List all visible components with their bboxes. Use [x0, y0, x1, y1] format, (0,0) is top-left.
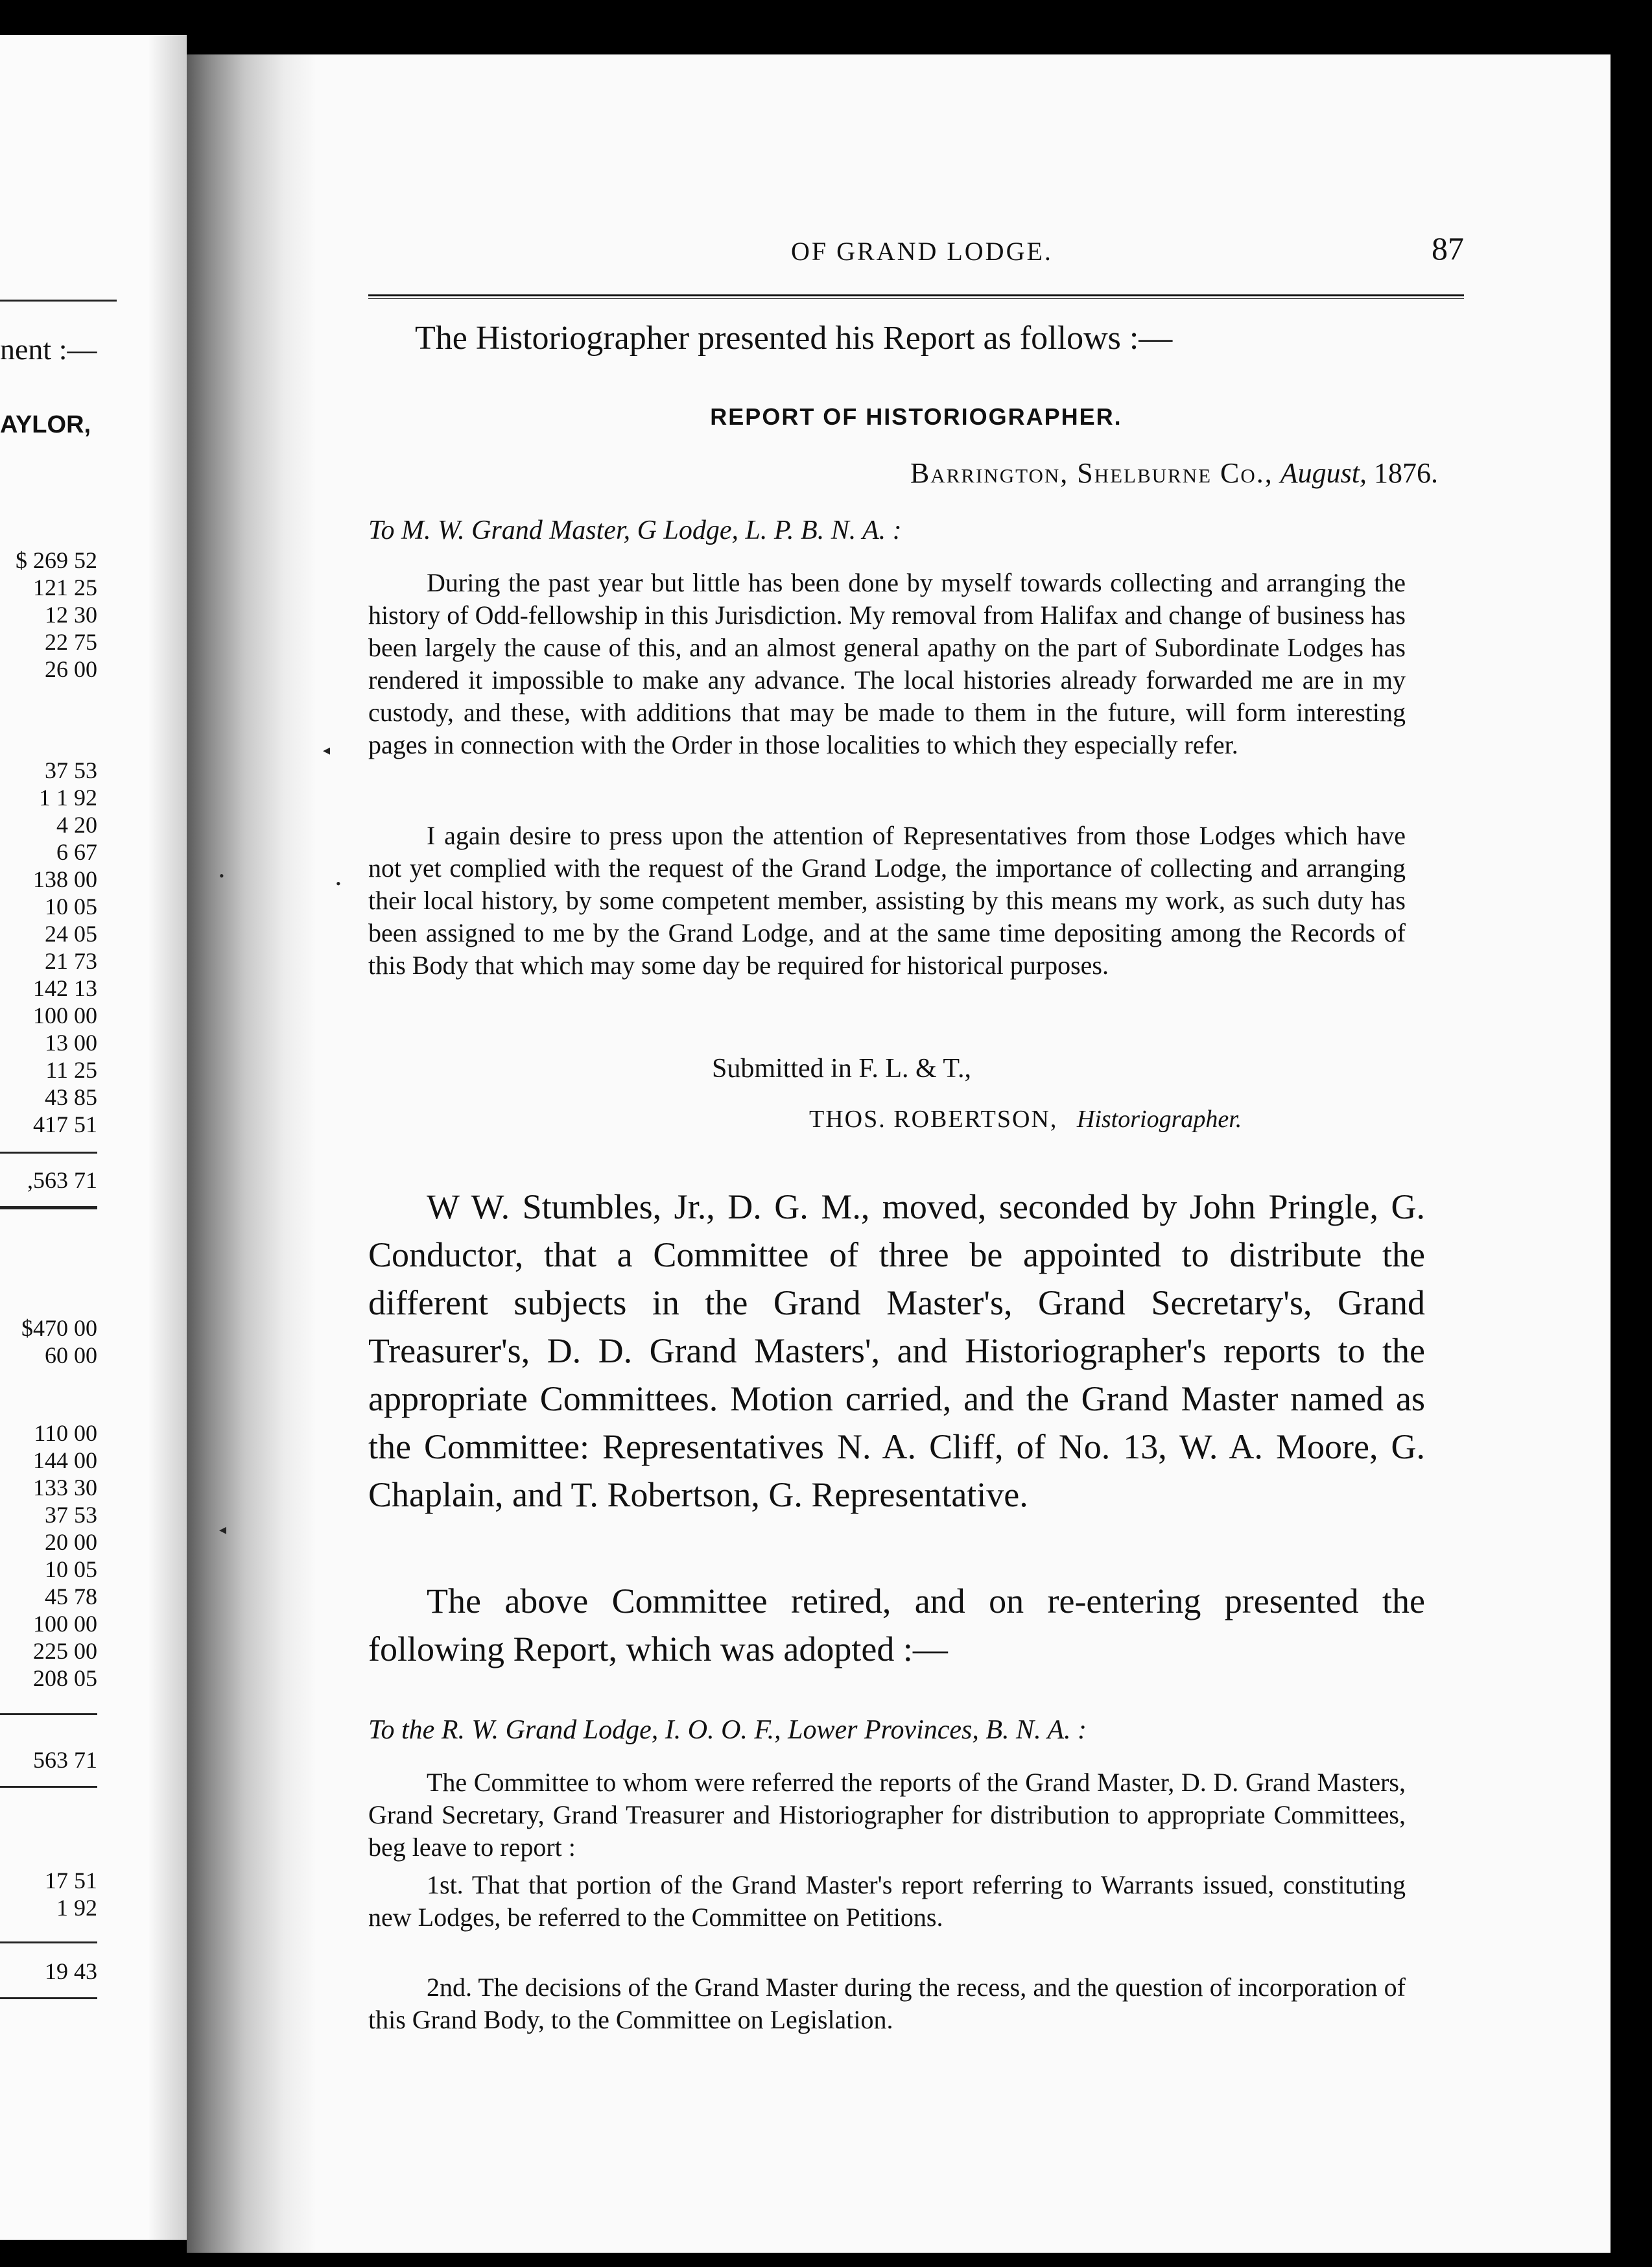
- dateline-place: Barrington, Shelburne Co.,: [910, 457, 1273, 489]
- sum-rule: [0, 1713, 97, 1715]
- amount: 1 1 92: [39, 785, 97, 811]
- right-scan-edge: [1611, 54, 1652, 2253]
- amount: 17 51: [45, 1868, 97, 1893]
- amount: 21 73: [45, 948, 97, 974]
- committee-paragraph: 1st. That that portion of the Grand Master's report referring to Warrants issued, constituting new Lodges, be referred to the Committee on Petitions.: [368, 1870, 1406, 1932]
- amount: 24 05: [45, 921, 97, 947]
- amount: 110 00: [34, 1420, 97, 1446]
- margin-mark: ◂: [323, 742, 331, 758]
- amount: 10 05: [45, 894, 97, 920]
- amount: 37 53: [45, 1502, 97, 1528]
- motion-paragraph: The above Committee retired, and on re-entering presented the following Report, which was adopted :—: [368, 1582, 1425, 1668]
- amount: 225 00: [33, 1638, 97, 1664]
- amount: 13 00: [45, 1030, 97, 1056]
- amount: 26 00: [45, 656, 97, 682]
- amount: 133 30: [33, 1475, 97, 1501]
- amount: 60 00: [45, 1342, 97, 1368]
- amount: 142 13: [33, 975, 97, 1001]
- total-amount: 563 71: [33, 1747, 97, 1773]
- amount: 100 00: [33, 1003, 97, 1028]
- amount: 6 67: [56, 839, 97, 865]
- intro-line: The Historiographer presented his Report as follows :—: [415, 320, 1173, 357]
- amount: $ 269 52: [16, 547, 97, 573]
- signature-name: THOS. ROBERTSON,: [809, 1106, 1058, 1133]
- sum-rule: [0, 1152, 97, 1154]
- amount: 43 85: [45, 1084, 97, 1110]
- running-header: [368, 230, 1464, 268]
- binding-shadow: [187, 54, 316, 2253]
- sum-rule: [0, 1206, 97, 1209]
- dateline-year: 1876.: [1374, 457, 1438, 489]
- amount: 45 78: [45, 1584, 97, 1609]
- amount: 11 25: [45, 1057, 97, 1083]
- left-page-rule: [0, 300, 117, 302]
- margin-mark: •: [219, 868, 224, 884]
- left-facing-page: [0, 35, 187, 2240]
- amount: 100 00: [33, 1611, 97, 1637]
- amount: 121 25: [33, 575, 97, 600]
- margin-mark: ◂: [219, 1521, 227, 1537]
- total-amount: 19 43: [45, 1958, 97, 1984]
- left-page-fragment: AYLOR,: [0, 411, 91, 438]
- amount: 10 05: [45, 1556, 97, 1582]
- total-amount: ,563 71: [27, 1167, 97, 1193]
- sum-rule: [0, 1941, 97, 1943]
- page-number: 87: [1432, 230, 1464, 267]
- report-paragraph: During the past year but little has been done by myself towards collecting and arranging the history of Odd-fellowship in this Jurisdiction. My removal from Halifax and change of business has been largely the cause of this, and an almost general apathy on the part of Subordinate Lodges has rendered it impossible to make any advance. The local histories already forwarded me are in my custody, and these, with additions that may be made to them in the future, will form interesting pages in connection with the Order in those localities to which they especially refer.: [368, 568, 1406, 759]
- header-rule-thin: [368, 298, 1464, 299]
- amount: 208 05: [33, 1665, 97, 1691]
- amount: 20 00: [45, 1529, 97, 1555]
- committee-salutation: To the R. W. Grand Lodge, I. O. O. F., Lower Provinces, B. N. A. :: [368, 1715, 1087, 1745]
- amount: 144 00: [33, 1447, 97, 1473]
- amount: 22 75: [45, 629, 97, 655]
- amount: 417 51: [33, 1111, 97, 1137]
- dateline-date: August,: [1280, 457, 1367, 489]
- motion-paragraph: W W. Stumbles, Jr., D. G. M., moved, seconded by John Pringle, G. Conductor, that a Committee of three be appointed to distribute the different subjects in the Grand Master's, Grand Secretary's, Grand Treasurer's, D. D. Grand Masters', and Historiographer's reports to the appropriate Committees. Motion carried, and the Grand Master named as the Committee: Representatives N. A. Cliff, of No. 13, W. A. Moore, G. Chaplain, and T. Robertson, G. Representative.: [368, 1187, 1425, 1514]
- committee-paragraph: 2nd. The decisions of the Grand Master during the recess, and the question of incorporation of this Grand Body, to the Committee on Legislation.: [368, 1973, 1406, 2034]
- running-header-title: OF GRAND LODGE.: [791, 237, 1053, 266]
- signature: [809, 1105, 1242, 1134]
- right-page: [219, 54, 1611, 2253]
- amount: 12 30: [45, 602, 97, 628]
- sum-rule: [0, 1786, 97, 1788]
- amount: 4 20: [56, 812, 97, 838]
- report-paragraph: I again desire to press upon the attention of Representatives from those Lodges which have not yet complied with the request of the Grand Lodge, the importance of collecting and arranging their local history, by some competent member, assisting by this means my work, as such duty has been assigned to me by the Grand Lodge, and at the same time depositing among the Records of this Body that which may some day be required for historical purposes.: [368, 821, 1406, 980]
- signature-role: Historiographer.: [1076, 1106, 1242, 1133]
- amount: 138 00: [33, 866, 97, 892]
- header-rule: [368, 294, 1464, 296]
- amount: 37 53: [45, 757, 97, 783]
- dateline: [910, 457, 1438, 490]
- amount: $470 00: [21, 1315, 97, 1341]
- left-page-gutter-shadow: [148, 35, 187, 2240]
- margin-mark: •: [336, 875, 341, 892]
- submitted-line: Submitted in F. L. & T.,: [712, 1054, 971, 1084]
- committee-paragraph: The Committee to whom were referred the reports of the Grand Master, D. D. Grand Masters, Grand Secretary, Grand Treasurer and Historiographer for distribution to appropriate Committees, beg leave to report :: [368, 1768, 1406, 1862]
- amount: 1 92: [56, 1895, 97, 1921]
- sum-rule: [0, 1997, 97, 1999]
- left-page-fragment: nent :—: [0, 333, 97, 366]
- report-title: REPORT OF HISTORIOGRAPHER.: [710, 403, 1122, 430]
- report-salutation: To M. W. Grand Master, G Lodge, L. P. B. N. A. :: [368, 516, 902, 545]
